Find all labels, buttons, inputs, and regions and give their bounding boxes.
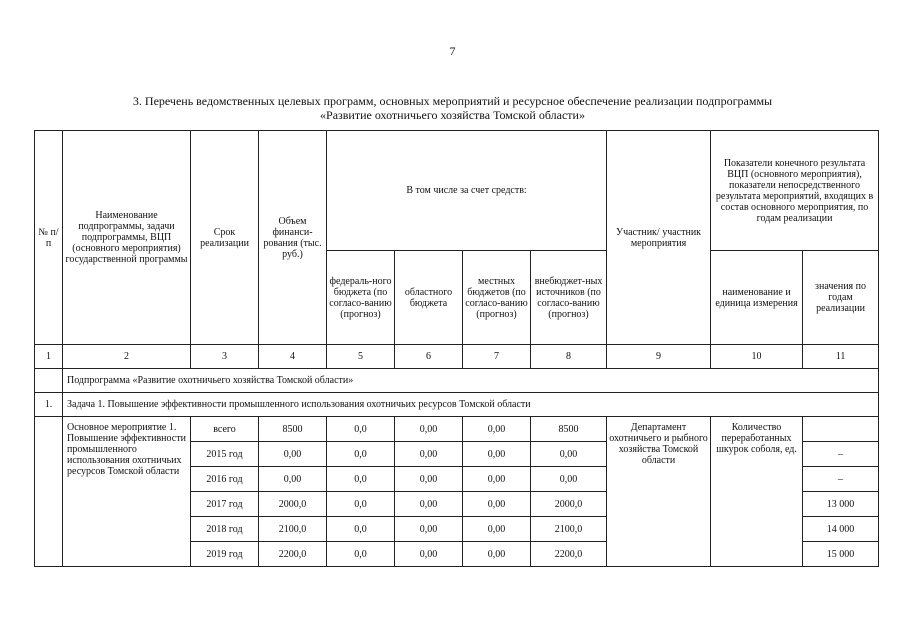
local-cell: 0,00 bbox=[463, 442, 531, 467]
header-indicator-values: значения по годам реализации bbox=[803, 251, 879, 345]
column-number: 11 bbox=[803, 345, 879, 369]
term-cell: 2016 год bbox=[191, 467, 259, 492]
external-cell: 2100,0 bbox=[531, 517, 607, 542]
header-sources: В том числе за счет средств: bbox=[327, 131, 607, 251]
document-title bbox=[60, 94, 845, 122]
volume-cell: 2200,0 bbox=[259, 542, 327, 567]
header-row-1 bbox=[35, 131, 879, 251]
indicator-value-cell: 14 000 bbox=[803, 517, 879, 542]
volume-cell: 8500 bbox=[259, 417, 327, 442]
local-cell: 0,00 bbox=[463, 492, 531, 517]
header-name: Наименование подпрограммы, задачи подпрограммы, ВЦП (основного мероприятия) государственной программы bbox=[63, 131, 191, 345]
indicator-value-cell: – bbox=[803, 467, 879, 492]
title-line-2: «Развитие охотничьего хозяйства Томской области» bbox=[320, 108, 585, 122]
column-number: 9 bbox=[607, 345, 711, 369]
column-number: 8 bbox=[531, 345, 607, 369]
indicator-value-cell: 15 000 bbox=[803, 542, 879, 567]
external-cell: 0,00 bbox=[531, 467, 607, 492]
local-cell: 0,00 bbox=[463, 542, 531, 567]
external-cell: 0,00 bbox=[531, 442, 607, 467]
external-cell: 2200,0 bbox=[531, 542, 607, 567]
term-cell: всего bbox=[191, 417, 259, 442]
column-number: 1 bbox=[35, 345, 63, 369]
header-local: местных бюджетов (по согласо-ванию (прогноз) bbox=[463, 251, 531, 345]
subprogram-num-cell bbox=[35, 369, 63, 393]
local-cell: 0,00 bbox=[463, 467, 531, 492]
federal-cell: 0,0 bbox=[327, 417, 395, 442]
column-number: 6 bbox=[395, 345, 463, 369]
regional-cell: 0,00 bbox=[395, 417, 463, 442]
header-regional: областного бюджета bbox=[395, 251, 463, 345]
column-number: 2 bbox=[63, 345, 191, 369]
federal-cell: 0,0 bbox=[327, 492, 395, 517]
measure-indicator: Количество переработанных шкурок соболя, ед. bbox=[711, 417, 803, 567]
volume-cell: 0,00 bbox=[259, 442, 327, 467]
indicator-value-cell: – bbox=[803, 442, 879, 467]
column-number-row bbox=[35, 345, 879, 369]
federal-cell: 0,0 bbox=[327, 542, 395, 567]
column-number: 10 bbox=[711, 345, 803, 369]
program-table bbox=[34, 130, 879, 567]
volume-cell: 0,00 bbox=[259, 467, 327, 492]
federal-cell: 0,0 bbox=[327, 442, 395, 467]
term-cell: 2017 год bbox=[191, 492, 259, 517]
regional-cell: 0,00 bbox=[395, 467, 463, 492]
column-number: 3 bbox=[191, 345, 259, 369]
header-term: Срок реализации bbox=[191, 131, 259, 345]
task-num: 1. bbox=[35, 393, 63, 417]
table-row bbox=[35, 417, 879, 442]
task-title: Задача 1. Повышение эффективности промышленного использования охотничьих ресурсов Томской области bbox=[63, 393, 879, 417]
header-volume: Объем финанси-рования (тыс. руб.) bbox=[259, 131, 327, 345]
subprogram-title: Подпрограмма «Развитие охотничьего хозяйства Томской области» bbox=[63, 369, 879, 393]
local-cell: 0,00 bbox=[463, 517, 531, 542]
regional-cell: 0,00 bbox=[395, 442, 463, 467]
task-row bbox=[35, 393, 879, 417]
subprogram-row bbox=[35, 369, 879, 393]
measure-num-cell bbox=[35, 417, 63, 567]
term-cell: 2018 год bbox=[191, 517, 259, 542]
federal-cell: 0,0 bbox=[327, 517, 395, 542]
header-external: внебюджет-ных источников (по согласо-ванию (прогноз) bbox=[531, 251, 607, 345]
volume-cell: 2000,0 bbox=[259, 492, 327, 517]
indicator-value-cell: 13 000 bbox=[803, 492, 879, 517]
header-indicator-name: наименование и единица измерения bbox=[711, 251, 803, 345]
term-cell: 2015 год bbox=[191, 442, 259, 467]
volume-cell: 2100,0 bbox=[259, 517, 327, 542]
external-cell: 8500 bbox=[531, 417, 607, 442]
regional-cell: 0,00 bbox=[395, 517, 463, 542]
header-federal: федераль-ного бюджета (по согласо-ванию (прогноз) bbox=[327, 251, 395, 345]
federal-cell: 0,0 bbox=[327, 467, 395, 492]
local-cell: 0,00 bbox=[463, 417, 531, 442]
header-indicators: Показатели конечного результата ВЦП (основного мероприятия), показатели непосредственного результата мероприятий, входящих в состав основного мероприятия, по годам реализации bbox=[711, 131, 879, 251]
regional-cell: 0,00 bbox=[395, 492, 463, 517]
column-number: 7 bbox=[463, 345, 531, 369]
header-participant: Участник/ участник мероприятия bbox=[607, 131, 711, 345]
measure-participant: Департамент охотничьего и рыбного хозяйства Томской области bbox=[607, 417, 711, 567]
external-cell: 2000,0 bbox=[531, 492, 607, 517]
term-cell: 2019 год bbox=[191, 542, 259, 567]
regional-cell: 0,00 bbox=[395, 542, 463, 567]
column-number: 5 bbox=[327, 345, 395, 369]
column-number: 4 bbox=[259, 345, 327, 369]
measure-name: Основное мероприятие 1. Повышение эффективности промышленного использования охотничьих ресурсов Томской области bbox=[63, 417, 191, 567]
indicator-value-cell bbox=[803, 417, 879, 442]
page-number: 7 bbox=[449, 44, 456, 58]
title-line-1: 3. Перечень ведомственных целевых программ, основных мероприятий и ресурсное обеспечение реализации подпрограммы bbox=[132, 94, 773, 108]
header-num: № п/п bbox=[35, 131, 63, 345]
